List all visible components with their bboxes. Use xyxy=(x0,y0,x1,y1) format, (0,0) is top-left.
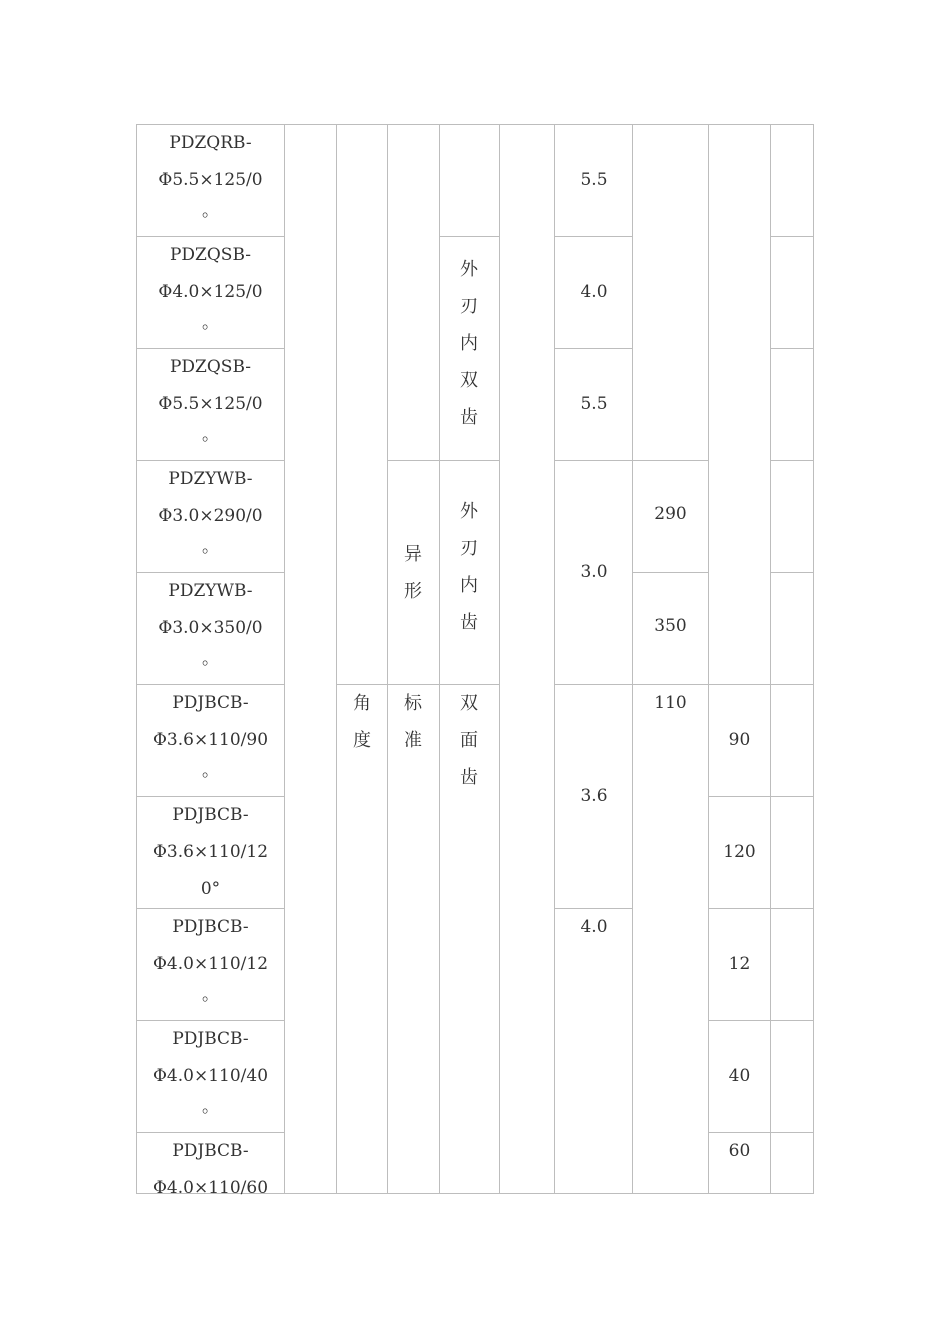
model-cell-10 xyxy=(136,1132,285,1198)
model-line: Φ3.6×110/12 xyxy=(152,842,269,862)
model-cell-7 xyxy=(136,796,285,909)
model-line: PDJBCB- xyxy=(172,693,249,713)
model-cell-6 xyxy=(136,684,285,797)
model-line: 。 xyxy=(202,649,219,669)
shape-special xyxy=(387,460,440,685)
model-cell-3 xyxy=(136,348,285,461)
angle-value: 90 xyxy=(728,730,751,750)
model-line: Φ4.0×110/12 xyxy=(152,954,269,974)
model-line: 。 xyxy=(202,425,219,445)
model-cell-4 xyxy=(136,460,285,573)
model-cell-5 xyxy=(136,572,285,685)
model-cell-2 xyxy=(136,236,285,349)
tooth-double-face xyxy=(439,684,500,1194)
model-line: PDZQSB- xyxy=(169,357,251,377)
angle-cell-40 xyxy=(708,1020,771,1133)
length-cell-290 xyxy=(632,460,709,573)
model-cell-1 xyxy=(136,124,285,237)
model-line: 。 xyxy=(202,985,219,1005)
empty-cell xyxy=(770,124,814,237)
diameter-value: 4.0 xyxy=(580,282,608,302)
tooth-outer-inner-double xyxy=(439,236,500,461)
shape-special-text: 异 形 xyxy=(404,543,423,602)
angle-cell-top xyxy=(708,124,771,685)
model-line: PDZYWB- xyxy=(168,469,253,489)
diameter-value: 5.5 xyxy=(580,394,608,414)
model-line: PDJBCB- xyxy=(172,1141,249,1161)
empty-cell xyxy=(770,1020,814,1133)
shape-cell-top xyxy=(387,124,440,461)
empty-cell xyxy=(770,460,814,573)
tooth-outer-inner-text: 外 刃 内 齿 xyxy=(460,501,479,633)
angle-cell-60 xyxy=(708,1132,771,1194)
model-line: Φ4.0×125/0 xyxy=(158,282,263,302)
diameter-cell-2 xyxy=(554,236,634,349)
model-line: Φ3.0×290/0 xyxy=(158,506,263,526)
model-line: 。 xyxy=(202,313,219,333)
empty-cell xyxy=(770,236,814,349)
length-cell-110 xyxy=(632,684,709,1194)
length-cell-top xyxy=(632,124,709,461)
model-cell-9 xyxy=(136,1020,285,1133)
length-value: 350 xyxy=(654,616,687,636)
category-angle-text: 角 度 xyxy=(353,693,372,751)
angle-cell-120 xyxy=(708,796,771,909)
model-line: 。 xyxy=(202,201,219,221)
angle-cell-90 xyxy=(708,684,771,797)
model-line: PDJBCB- xyxy=(172,805,249,825)
empty-cell xyxy=(770,796,814,909)
empty-cell xyxy=(770,908,814,1021)
category-angle xyxy=(336,684,389,1194)
angle-value: 40 xyxy=(728,1066,751,1086)
model-line: PDJBCB- xyxy=(172,917,249,937)
model-line: 0° xyxy=(200,879,221,899)
model-line: PDJBCB- xyxy=(172,1029,249,1049)
model-line: Φ3.6×110/90 xyxy=(152,730,269,750)
length-cell-350 xyxy=(632,572,709,685)
shape-standard xyxy=(387,684,440,1194)
length-value: 110 xyxy=(654,693,687,713)
model-line: Φ5.5×125/0 xyxy=(158,170,263,190)
model-line: Φ3.0×350/0 xyxy=(158,618,263,638)
model-line: Φ4.0×110/60 xyxy=(152,1178,269,1198)
diameter-cell-4 xyxy=(554,460,634,685)
diameter-cell-3 xyxy=(554,348,634,461)
category-cell-top xyxy=(336,124,389,685)
diameter-value: 3.0 xyxy=(580,562,608,582)
model-line: PDZYWB- xyxy=(168,581,253,601)
empty-cell xyxy=(770,572,814,685)
model-line: 。 xyxy=(202,537,219,557)
model-line: PDZQSB- xyxy=(169,245,251,265)
diameter-value: 4.0 xyxy=(580,917,608,937)
diameter-value: 5.5 xyxy=(580,170,608,190)
diameter-cell-6 xyxy=(554,908,634,1194)
model-line: Φ4.0×110/40 xyxy=(152,1066,269,1086)
empty-cell xyxy=(770,348,814,461)
tooth-cell-top xyxy=(439,124,500,237)
angle-value: 60 xyxy=(728,1141,751,1161)
empty-cell xyxy=(770,684,814,797)
tooth-outer-inner xyxy=(439,460,500,685)
tooth-outer-inner-double-text: 外 刃 内 双 齿 xyxy=(460,259,479,428)
model-line: PDZQRB- xyxy=(169,133,252,153)
angle-cell-12 xyxy=(708,908,771,1021)
model-line: Φ5.5×125/0 xyxy=(158,394,263,414)
angle-value: 120 xyxy=(723,842,756,862)
empty-column-2 xyxy=(284,124,337,1194)
model-line: 。 xyxy=(202,1097,219,1117)
angle-value: 12 xyxy=(728,954,751,974)
model-line: 。 xyxy=(202,761,219,781)
empty-column-6 xyxy=(499,124,555,1194)
diameter-cell-1 xyxy=(554,124,634,237)
empty-cell xyxy=(770,1132,814,1194)
tooth-double-face-text: 双 面 齿 xyxy=(460,693,479,788)
diameter-cell-5 xyxy=(554,684,634,909)
diameter-value: 3.6 xyxy=(580,786,608,806)
length-value: 290 xyxy=(654,504,687,524)
shape-standard-text: 标 准 xyxy=(404,693,423,751)
model-cell-8 xyxy=(136,908,285,1021)
